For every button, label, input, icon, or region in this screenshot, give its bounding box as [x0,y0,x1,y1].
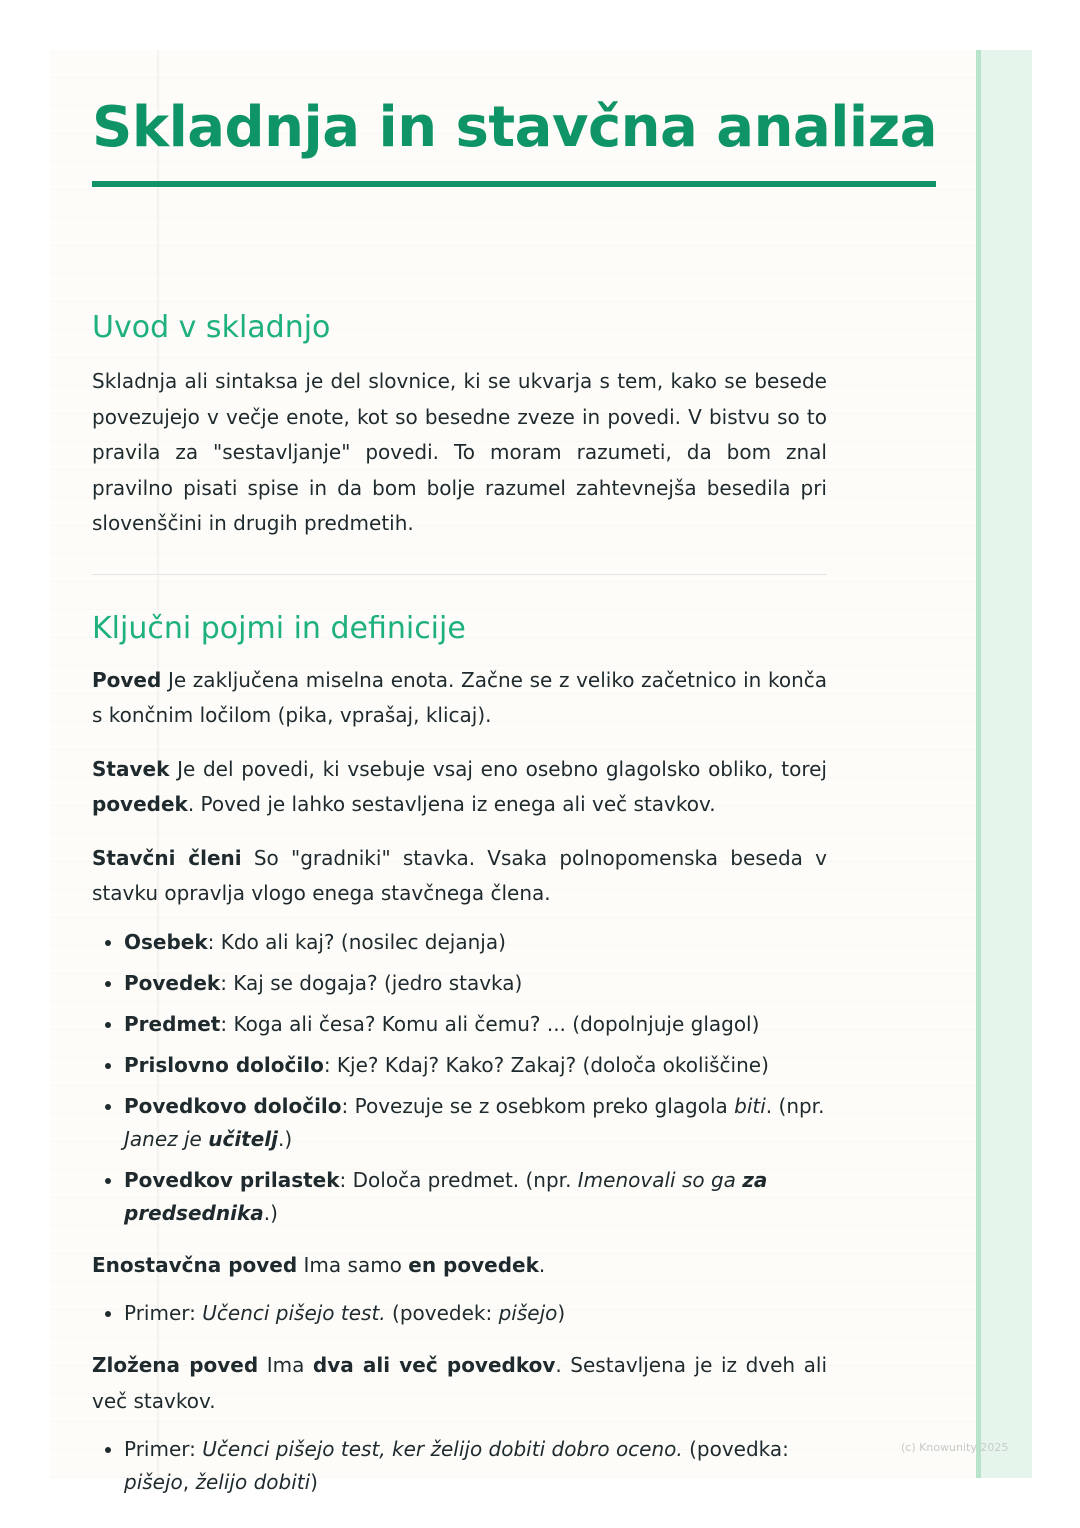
list-item-prislovno-dolocilo: • Prislovno določilo: Kje? Kdaj? Kako? Zakaj? (določa okoliščine) [124,1049,827,1082]
list-item-povedkovo-dolocilo: • Povedkovo določilo: Povezuje se z osebkom preko glagola biti. (npr. Janez je učitelj.) [124,1090,827,1156]
list-item-osebek: • Osebek: Kdo ali kaj? (nosilec dejanja) [124,926,827,959]
document-content [92,90,938,1507]
list-item-predmet: • Predmet: Koga ali česa? Komu ali čemu? ... (dopolnjuje glagol) [124,1008,827,1041]
watermark: (c) Knowunity 2025 [901,1441,1009,1454]
definition-zlozena-poved: Zložena poved Ima dva ali več povedkov. Sestavljena je iz dveh ali več stavkov. [92,1353,827,1413]
list-item-povedek: • Povedek: Kaj se dogaja? (jedro stavka) [124,967,827,1000]
side-strip [976,50,1032,1478]
definition-poved: Poved Je zaključena miselna enota. Začne se z veliko začetnico in konča s končnim ločilom (pika, vprašaj, klicaj). [92,667,827,727]
example-item: • Primer: Učenci pišejo test. (povedek: pišejo) [124,1297,827,1330]
definition-stavek: Stavek Je del povedi, ki vsebuje vsaj eno osebno glagolsko obliko, torej povedek. Poved je lahko sestavljena iz enega ali več stavkov. [92,756,827,816]
example-item: • Primer: Učenci pišejo test, ker želijo dobiti dobro oceno. (povedka: pišejo, želijo dobiti) [124,1433,827,1499]
section-divider [92,574,827,575]
definition-stavcni-cleni: Stavčni členi So "gradniki" stavka. Vsaka polnopomenska beseda v stavku opravlja vlogo enega stavčnega člena. [92,845,827,905]
definition-enostavcna-poved: Enostavčna poved Ima samo en povedek. [92,1252,546,1277]
example-list-zlozena [92,1433,827,1499]
section-heading-terms: Ključni pojmi in definicije [92,610,466,646]
section-heading-intro: Uvod v skladnjo [92,310,331,345]
list-item-povedkov-prilastek: • Povedkov prilastek: Določa predmet. (npr. Imenovali so ga za predsednika.) [124,1164,827,1230]
example-list-enostavcna [92,1297,827,1330]
page-title: Skladnja in stavčna analiza [92,95,938,160]
term-poved: Poved [92,667,162,692]
term-stavcni-cleni: Stavčni členi [92,845,242,870]
term-stavek: Stavek [92,756,170,781]
intro-paragraph: Skladnja ali sintaksa je del slovnice, ki se ukvarja s tem, kako se besede povezujejo v večje enote, kot so besedne zveze in povedi. V bistvu so to pravila za "sestavljanje" povedi. To moram razumeti, da bom znal pravilno pisati spise in da bom bolje razumel zahtevnejša besedila pri slovenščini in drugih predmetih. [92,369,827,535]
sentence-members-list [92,926,827,1230]
